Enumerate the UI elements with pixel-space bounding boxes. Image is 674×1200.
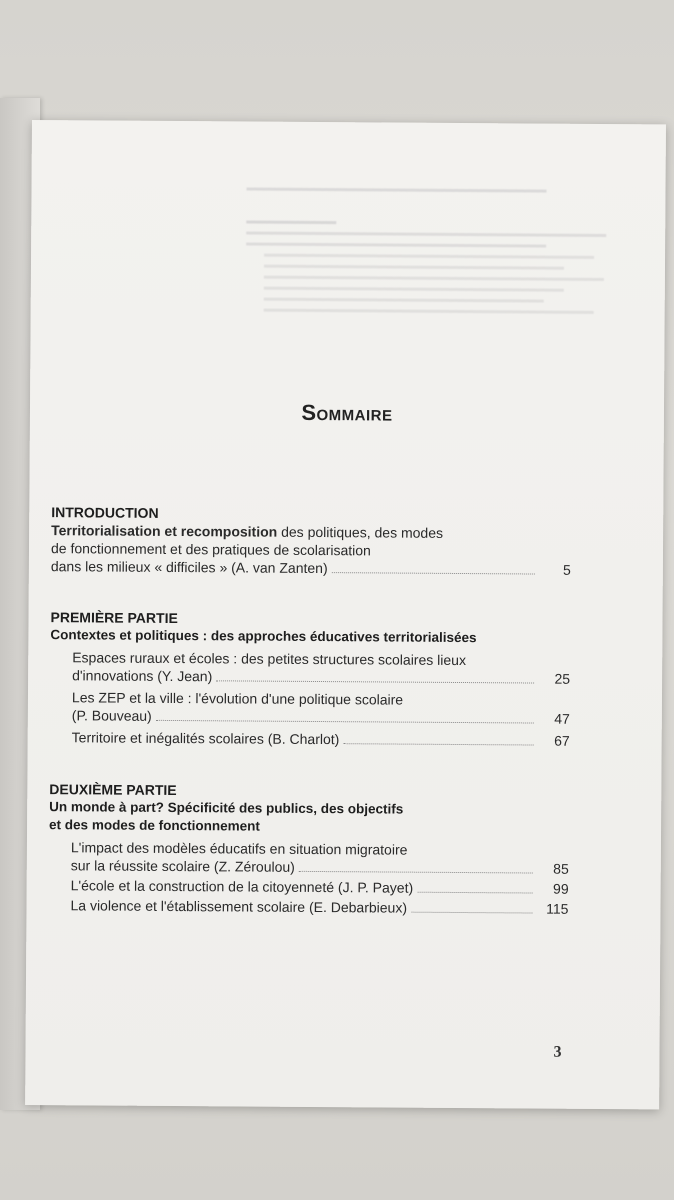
dot-leader (343, 743, 533, 745)
part2-subtitle-line1: Un monde à part? Spécificité des publics, des objectifs (49, 799, 404, 817)
toc-entry (50, 648, 570, 688)
part2-subtitle-line2: et des modes de fonctionnement (49, 817, 260, 834)
entry-line2: La violence et l'établissement scolaire (E. Debarbieux) (70, 897, 408, 916)
dot-leader (156, 720, 534, 724)
toc-entry (50, 728, 570, 750)
toc-entry (49, 876, 569, 898)
entry-line1: Les ZEP et la ville : l'évolution d'une politique scolaire (71, 689, 404, 708)
entry-line2: L'école et la construction de la citoyenneté (J. P. Payet) (70, 877, 414, 896)
entry-line2: (P. Bouveau) (71, 707, 152, 724)
introduction-entry (51, 557, 571, 579)
introduction-label: INTRODUCTION (51, 504, 159, 521)
dot-leader (299, 871, 533, 874)
dot-leader (216, 680, 534, 683)
page-ref: 25 (554, 670, 571, 687)
part2-section (48, 780, 569, 918)
page-ref: 5 (563, 561, 571, 578)
page-ref: 47 (554, 710, 570, 727)
entry-line2: d'innovations (Y. Jean) (72, 667, 213, 685)
part1-subtitle: Contextes et politiques : des approches éducatives territorialisées (50, 627, 477, 646)
page-ref: 115 (546, 900, 569, 917)
page-number: 3 (553, 1043, 562, 1061)
show-through-text (246, 181, 627, 322)
page-ref: 85 (553, 860, 569, 877)
entry-line2: Territoire et inégalités scolaires (B. Charlot) (71, 729, 340, 748)
part1-label: PREMIÈRE PARTIE (50, 609, 178, 627)
part1-section (50, 608, 571, 750)
entry-line2: sur la réussite scolaire (Z. Zéroulou) (70, 857, 295, 875)
introduction-bold-lead: Territorialisation et recomposition (51, 522, 278, 540)
page-title: Sommaire (301, 399, 393, 426)
introduction-section (51, 503, 571, 579)
dot-leader (332, 572, 535, 574)
toc-entry (50, 688, 570, 728)
entry-line1: L'impact des modèles éducatifs en situation migratoire (70, 839, 408, 858)
part2-label: DEUXIÈME PARTIE (49, 781, 177, 799)
dot-leader (411, 912, 532, 914)
introduction-text-line1: des politiques, des modes (277, 523, 444, 541)
page-ref: 67 (554, 732, 570, 749)
toc-entry (48, 896, 568, 918)
page-ref: 99 (553, 880, 569, 897)
introduction-text-line3: dans les milieux « difficiles » (A. van Zanten) (50, 558, 328, 577)
dot-leader (417, 892, 532, 894)
book-page (25, 120, 666, 1109)
introduction-text-line2: de fonctionnement et des pratiques de scolarisation (50, 540, 371, 559)
toc-entry (49, 838, 569, 878)
entry-line1: Espaces ruraux et écoles : des petites structures scolaires lieux (72, 649, 467, 669)
